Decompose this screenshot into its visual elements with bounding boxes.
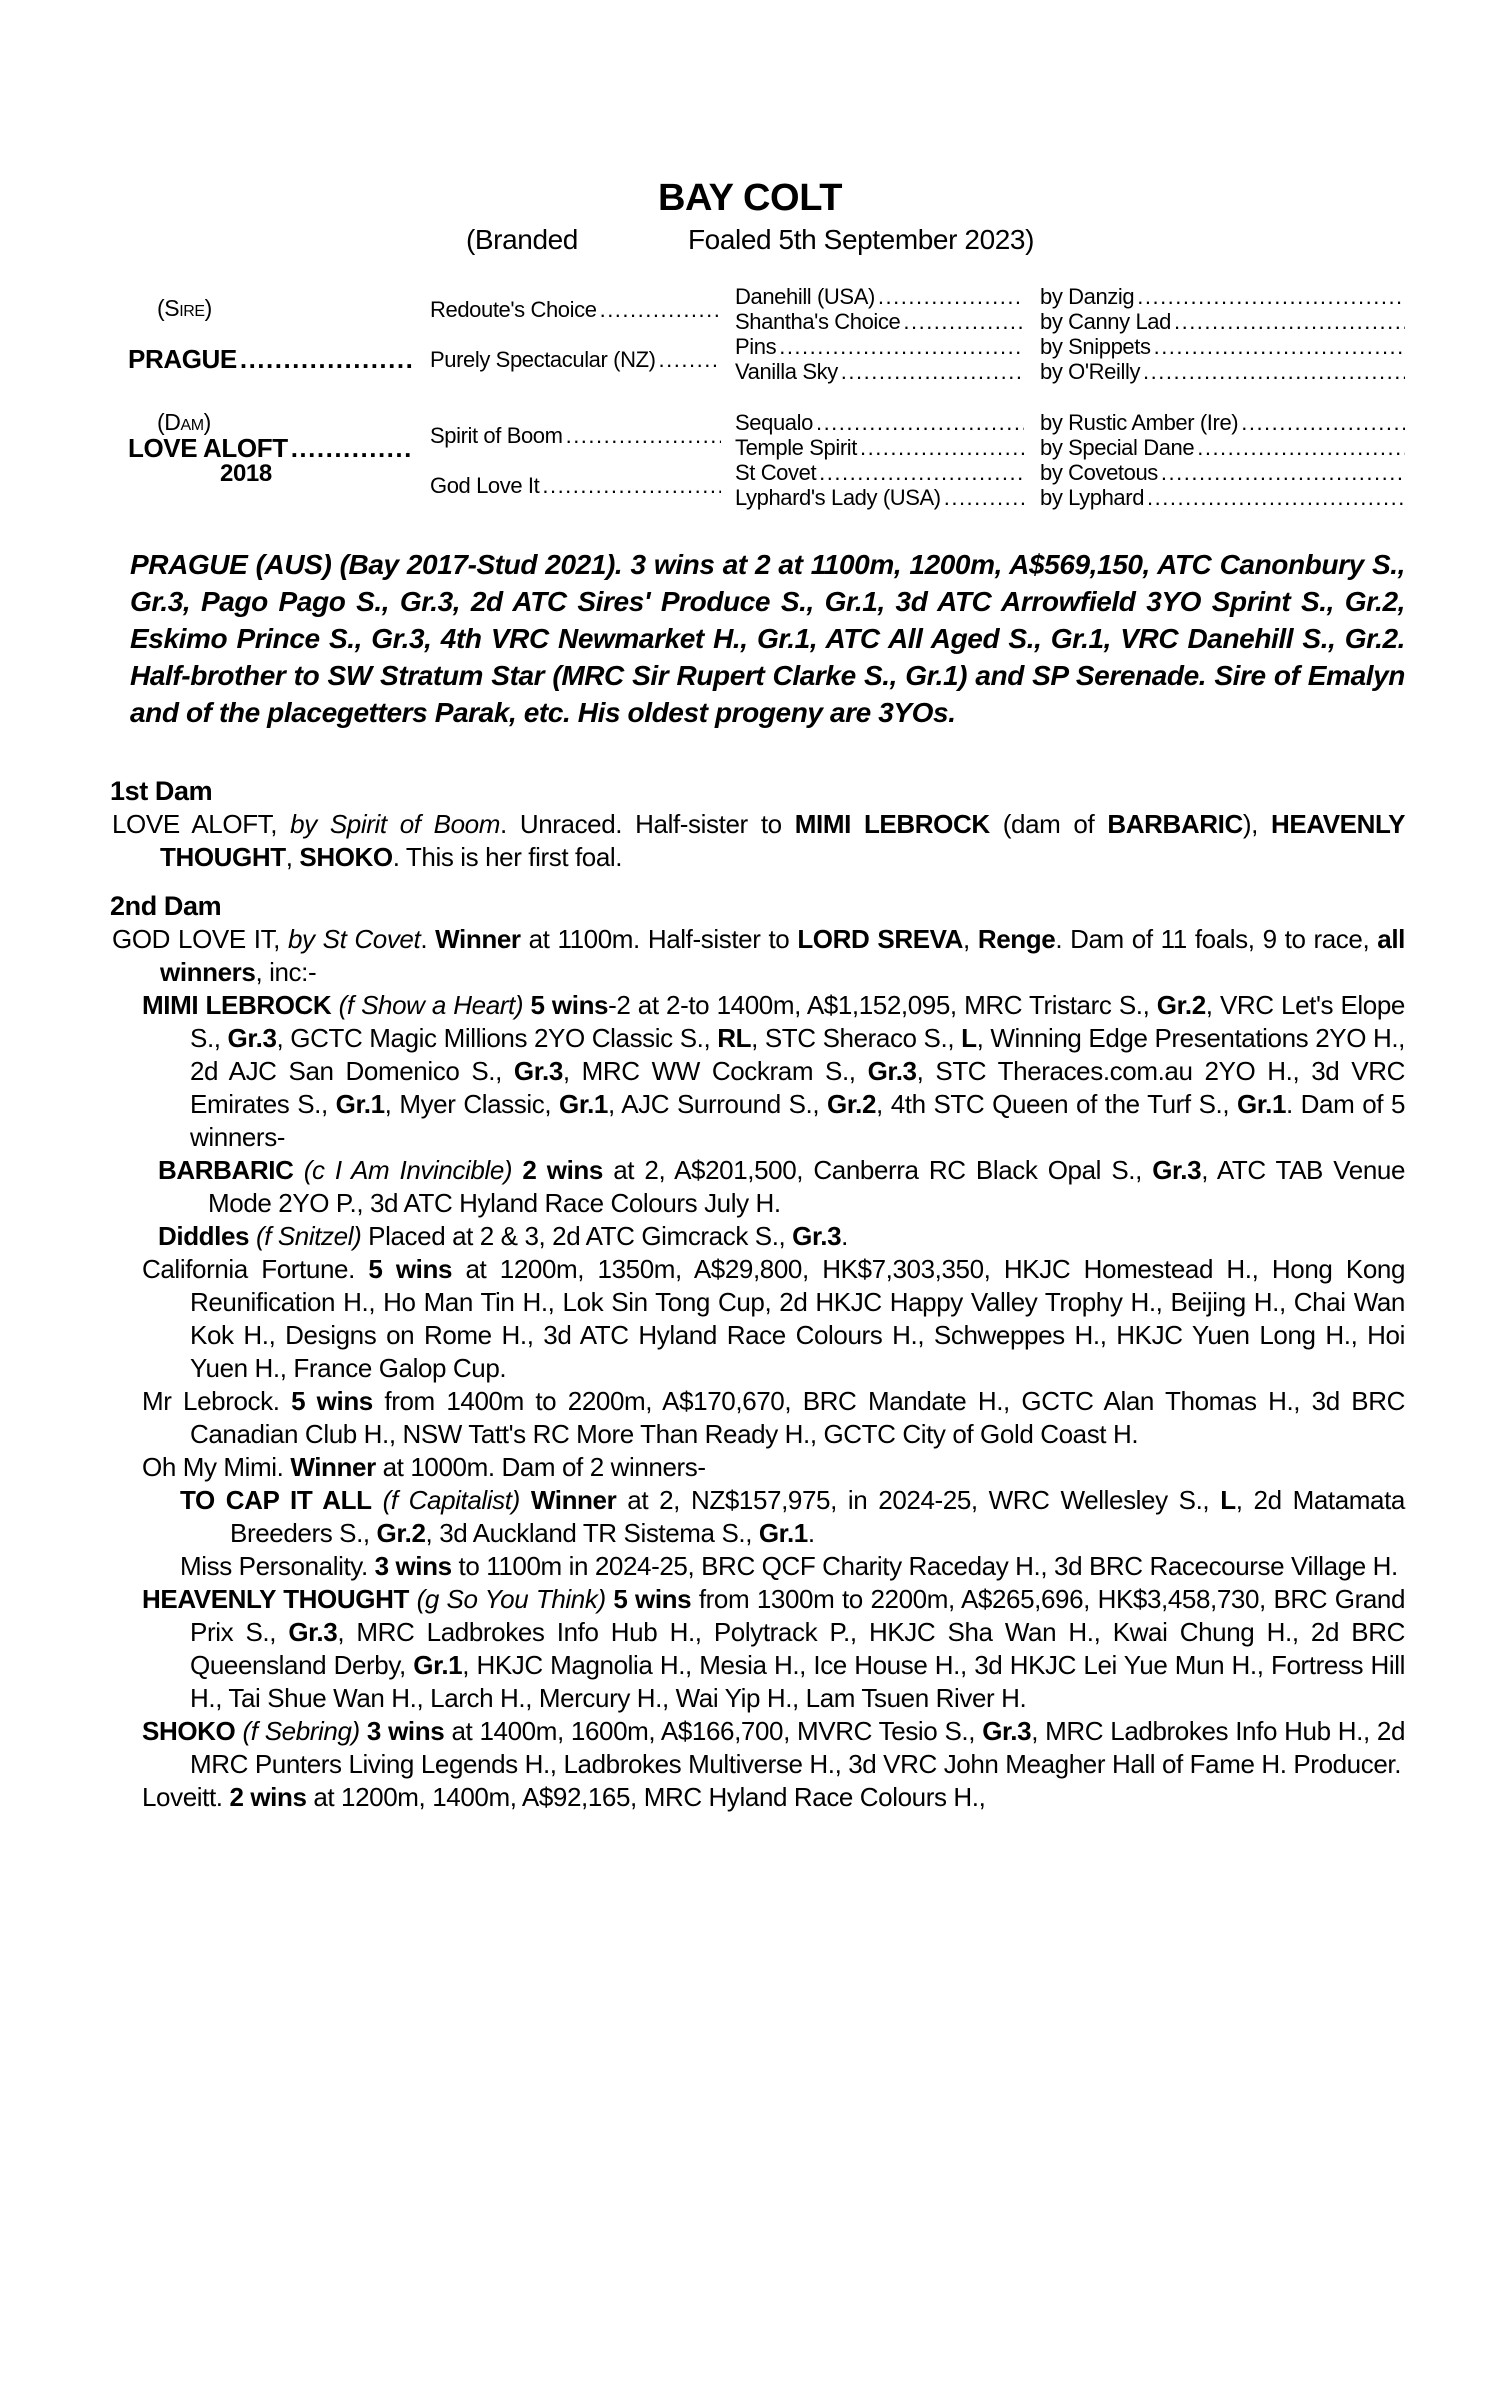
- leader-dots: [1241, 410, 1405, 435]
- pedigree-dam-row: [95, 410, 1405, 510]
- pedigree-text: [0, 546, 1500, 1814]
- leader-dots: [1174, 309, 1405, 334]
- pedigree-entry: [735, 460, 1024, 485]
- progeny-paragraph-diddles: Diddles (f Snitzel) Placed at 2 & 3, 2d ATC Gimcrack S., Gr.3.: [158, 1221, 848, 1251]
- sire-grandparents: [430, 284, 735, 384]
- horse-name: Danehill (USA): [735, 284, 875, 309]
- pedigree-entry: [1040, 435, 1405, 460]
- pedigree-entry: [735, 359, 1024, 384]
- horse-name: Lyphard's Lady (USA): [735, 485, 941, 510]
- leader-dots: [841, 359, 1024, 384]
- leader-dots: [1197, 435, 1405, 460]
- pedigree-sire-row: [95, 284, 1405, 384]
- dam-year: 2018: [220, 460, 272, 487]
- leader-dots: [1137, 284, 1405, 309]
- page-title: BAY COLT: [657, 177, 843, 219]
- pedigree-entry: [95, 346, 430, 372]
- horse-name: by Rustic Amber (Ire): [1040, 410, 1239, 435]
- horse-name: by Covetous: [1040, 460, 1158, 485]
- horse-name: Purely Spectacular (NZ): [430, 346, 656, 372]
- horse-name: by Canny Lad: [1040, 309, 1171, 334]
- pedigree-entry: [1040, 410, 1405, 435]
- dam-label: (Dam): [157, 410, 211, 435]
- horse-name: St Covet: [735, 460, 817, 485]
- dam-ggg-sires: [1040, 410, 1405, 510]
- pedigree-entry: [430, 347, 721, 372]
- pedigree-table: [95, 284, 1405, 510]
- sire-summary-paragraph: PRAGUE (AUS) (Bay 2017-Stud 2021). 3 wins at 2 at 1100m, 1200m, A$569,150, ATC Canonbury S., Gr.3, Pago Pago S., Gr.3, 2d ATC Sires' Produce S., Gr.1, 3d ATC Arrowfield 3YO Sprint S., Gr.2, Eskimo Prince S., Gr.3, 4th VRC Newmarket H., Gr.1, ATC All Aged S., Gr.1, VRC Danehill S., Gr.2. Half-brother to SW Stratum Star (MRC Sir Rupert Clarke S., Gr.1) and SP Serenade. Sire of Emalyn and of the placegetters Parak, etc. His oldest progeny are 3YOs.: [130, 549, 1405, 728]
- pedigree-entry: [1040, 284, 1405, 309]
- second-dam-heading: 2nd Dam: [110, 891, 222, 921]
- pedigree-entry: [1040, 334, 1405, 359]
- leader-dots: [860, 435, 1024, 460]
- progeny-paragraph-loveitt: Loveitt. 2 wins at 1200m, 1400m, A$92,165, MRC Hyland Race Colours H.,: [142, 1782, 986, 1812]
- progeny-paragraph-barbaric: BARBARIC (c I Am Invincible) 2 wins at 2, A$201,500, Canberra RC Black Opal S., Gr.3, ATC TAB Venue Mode 2YO P., 3d ATC Hyland Race Colours July H.: [158, 1155, 1405, 1218]
- progeny-paragraph-oh-my-mimi: Oh My Mimi. Winner at 1000m. Dam of 2 winners-: [142, 1452, 706, 1482]
- first-dam-heading: 1st Dam: [110, 776, 213, 806]
- horse-name: by Lyphard: [1040, 485, 1145, 510]
- horse-name: by Special Dane: [1040, 435, 1195, 460]
- pedigree-entry: [95, 435, 430, 461]
- horse-name: God Love It: [430, 472, 540, 498]
- leader-dots: [1161, 460, 1405, 485]
- horse-name: Shantha's Choice: [735, 309, 901, 334]
- pedigree-entry: [1040, 309, 1405, 334]
- pedigree-entry: [735, 410, 1024, 435]
- pedigree-entry: [735, 485, 1024, 510]
- leader-dots: [566, 423, 721, 448]
- sire-great-grandparents: [735, 284, 1040, 384]
- leader-dots: [1143, 359, 1405, 384]
- horse-name: by Danzig: [1040, 284, 1135, 309]
- leader-dots: [819, 460, 1024, 485]
- dam-name: LOVE ALOFT: [128, 435, 288, 461]
- pedigree-entry: [735, 435, 1024, 460]
- leader-dots: [1154, 334, 1405, 359]
- horse-name: Vanilla Sky: [735, 359, 838, 384]
- leader-dots: [903, 309, 1024, 334]
- pedigree-entry: [430, 473, 721, 498]
- pedigree-entry: [1040, 359, 1405, 384]
- leader-dots: [240, 346, 412, 372]
- horse-name: by Snippets: [1040, 334, 1151, 359]
- sire-name: PRAGUE: [128, 345, 237, 372]
- pedigree-entry: [1040, 485, 1405, 510]
- progeny-paragraph-mr-lebrock: Mr Lebrock. 5 wins from 1400m to 2200m, A$170,670, BRC Mandate H., GCTC Alan Thomas H., 3d BRC Canadian Club H., NSW Tatt's RC More Than Ready H., GCTC City of Gold Coast H.: [142, 1386, 1405, 1449]
- sire-label: (Sire): [157, 295, 212, 322]
- second-dam-paragraph: GOD LOVE IT, by St Covet. Winner at 1100m. Half-sister to LORD SREVA, Renge. Dam of 11 foals, 9 to race, all winners, inc:-: [112, 924, 1405, 987]
- leader-dots: [600, 297, 721, 322]
- foaling-line: [0, 224, 1500, 256]
- pedigree-entry: [735, 309, 1024, 334]
- leader-dots: [944, 485, 1024, 510]
- progeny-paragraph-shoko: SHOKO (f Sebring) 3 wins at 1400m, 1600m, A$166,700, MVRC Tesio S., Gr.3, MRC Ladbrokes Info Hub H., 2d MRC Punters Living Legends H., Ladbrokes Multiverse H., 3d VRC John Meagher Hall of Fame H. Producer.: [142, 1716, 1406, 1779]
- pedigree-entry: [430, 423, 721, 448]
- leader-dots: [542, 473, 721, 498]
- leader-dots: [1147, 485, 1405, 510]
- leader-dots: [659, 347, 721, 372]
- pedigree-entry: [1040, 460, 1405, 485]
- leader-dots: [291, 435, 412, 461]
- leader-dots: [779, 334, 1024, 359]
- sire-cell: [95, 284, 430, 384]
- pedigree-entry: [735, 284, 1024, 309]
- leader-dots: [816, 410, 1024, 435]
- progeny-paragraph-heavenly-thought: HEAVENLY THOUGHT (g So You Think) 5 wins from 1300m to 2200m, A$265,696, HK$3,458,730, BRC Grand Prix S., Gr.3, MRC Ladbrokes Info Hub H., Polytrack P., HKJC Sha Wan H., Kwai Chung H., 2d BRC Queensland Derby, Gr.1, HKJC Magnolia H., Mesia H., Ice House H., 3d HKJC Lei Yue Mun H., Fortress Hill H., Tai Shue Wan H., Larch H., Mercury H., Wai Yip H., Lam Tsuen River H.: [142, 1584, 1406, 1713]
- pedigree-entry: [735, 334, 1024, 359]
- dam-cell: [95, 410, 430, 510]
- progeny-paragraph-mimi-lebrock: MIMI LEBROCK (f Show a Heart) 5 wins-2 at 2-to 1400m, A$1,152,095, MRC Tristarc S., Gr.2, VRC Let's Elope S., Gr.3, GCTC Magic Millions 2YO Classic S., RL, STC Sheraco S., L, Winning Edge Presentations 2YO H., 2d AJC San Domenico S., Gr.3, MRC WW Cockram S., Gr.3, STC Theraces.com.au 2YO H., 3d VRC Emirates S., Gr.1, Myer Classic, Gr.1, AJC Surround S., Gr.2, 4th STC Queen of the Turf S., Gr.1. Dam of 5 winners-: [142, 990, 1406, 1152]
- foaled-label: Foaled 5th September 2023): [687, 224, 1035, 255]
- progeny-paragraph-to-cap-it-all: TO CAP IT ALL (f Capitalist) Winner at 2, NZ$157,975, in 2024-25, WRC Wellesley S., L, 2d Matamata Breeders S., Gr.2, 3d Auckland TR Sistema S., Gr.1.: [180, 1485, 1405, 1548]
- horse-name: Pins: [735, 334, 777, 359]
- horse-name: by O'Reilly: [1040, 359, 1141, 384]
- progeny-paragraph-california-fortune: California Fortune. 5 wins at 1200m, 1350m, A$29,800, HK$7,303,350, HKJC Homestead H., Hong Kong Reunification H., Ho Man Tin H., Lok Sin Tong Cup, 2d HKJC Happy Valley Trophy H., Beijing H., Chai Wan Kok H., Designs on Rome H., 3d ATC Hyland Race Colours H., Schweppes H., HKJC Yuen Long H., Hoi Yuen H., France Galop Cup.: [142, 1254, 1405, 1383]
- dam-great-grandparents: [735, 410, 1040, 510]
- pedigree-entry: [430, 297, 721, 322]
- leader-dots: [878, 284, 1024, 309]
- horse-name: Sequalo: [735, 410, 813, 435]
- branded-label: (Branded: [465, 224, 578, 255]
- horse-name: Redoute's Choice: [430, 296, 597, 322]
- horse-name: Spirit of Boom: [430, 422, 563, 448]
- horse-name: Temple Spirit: [735, 435, 857, 460]
- progeny-paragraph-miss-personality: Miss Personality. 3 wins to 1100m in 2024-25, BRC QCF Charity Raceday H., 3d BRC Racecourse Village H.: [180, 1551, 1398, 1581]
- sire-ggg-sires: [1040, 284, 1405, 384]
- first-dam-paragraph: LOVE ALOFT, by Spirit of Boom. Unraced. Half-sister to MIMI LEBROCK (dam of BARBARIC), HEAVENLY THOUGHT, SHOKO. This is her first foal.: [112, 809, 1406, 872]
- dam-grandparents: [430, 410, 735, 510]
